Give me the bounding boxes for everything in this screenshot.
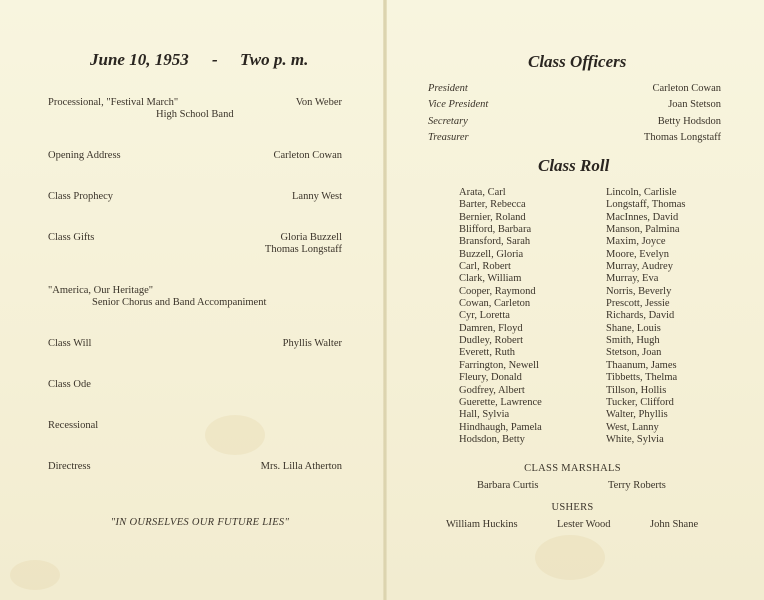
- roll-name: Stetson, Joan: [606, 347, 662, 359]
- roll-name: Hodsdon, Betty: [459, 433, 525, 445]
- roll-name: Everett, Ruth: [459, 347, 515, 359]
- roll-name: West, Lanny: [606, 421, 659, 433]
- roll-name: Norris, Beverly: [606, 285, 672, 297]
- program-sub: Senior Chorus and Band Accompaniment: [92, 297, 267, 308]
- roll-name: Bernier, Roland: [459, 211, 526, 223]
- roll-name: Richards, David: [606, 310, 675, 322]
- roll-name: MacInnes, David: [606, 211, 679, 223]
- roll-name: Barter, Rebecca: [459, 199, 526, 211]
- roll-name: Walter, Phyllis: [606, 409, 668, 421]
- usher-name: William Huckins: [446, 519, 518, 530]
- officer-role: Vice President: [428, 99, 489, 110]
- roll-name: Hindhaugh, Pamela: [459, 421, 542, 433]
- roll-name: Tibbetts, Thelma: [606, 372, 678, 384]
- program-item: Opening Address: [48, 150, 121, 161]
- roll-column-2: [606, 187, 686, 446]
- program-performer: Von Weber: [295, 97, 342, 108]
- date-dash: -: [212, 50, 218, 69]
- roll-name: Carl, Robert: [459, 261, 511, 273]
- roll-name: Murray, Audrey: [606, 261, 673, 273]
- program-item: Recessional: [48, 420, 99, 431]
- program-sub: High School Band: [156, 109, 234, 120]
- program-item: Directress: [48, 461, 91, 472]
- program-item: Processional, "Festival March": [48, 97, 179, 108]
- roll-name: Moore, Evelyn: [606, 248, 669, 260]
- officer-role: Treasurer: [428, 132, 469, 143]
- roll-name: Maxim, Joyce: [606, 236, 666, 248]
- center-fold: [383, 0, 387, 600]
- program-item: Class Gifts: [48, 232, 95, 243]
- officer-name: Carleton Cowan: [652, 83, 721, 94]
- program-item: Class Prophecy: [48, 191, 114, 202]
- program-performer: Phyllis Walter: [282, 338, 342, 349]
- roll-name: Buzzell, Gloria: [459, 248, 524, 260]
- paper-stain: [535, 535, 605, 580]
- roll-name: Shane, Louis: [606, 322, 661, 334]
- program-time: Two p. m.: [240, 50, 309, 69]
- officer-role: Secretary: [428, 116, 468, 127]
- usher-name: John Shane: [650, 519, 699, 530]
- roll-name: White, Sylvia: [606, 433, 664, 445]
- program-performer: Lanny West: [292, 191, 342, 202]
- roll-name: Thaanum, James: [606, 359, 677, 371]
- program-item: "America, Our Heritage": [48, 285, 154, 296]
- roll-name: Guerette, Lawrence: [459, 396, 542, 408]
- roll-title: Class Roll: [538, 156, 610, 175]
- roll-name: Damren, Floyd: [459, 322, 523, 334]
- roll-name: Longstaff, Thomas: [606, 199, 686, 211]
- roll-name: Lincoln, Carlisle: [606, 187, 677, 198]
- program-date: June 10, 1953: [90, 50, 189, 69]
- usher-name: Lester Wood: [557, 519, 611, 530]
- roll-name: Cyr, Loretta: [459, 310, 510, 322]
- roll-name: Godfrey, Albert: [459, 384, 525, 396]
- roll-name: Manson, Palmina: [606, 224, 680, 236]
- roll-name: Smith, Hugh: [606, 335, 660, 347]
- program-performer: Mrs. Lilla Atherton: [260, 461, 342, 472]
- roll-name: Prescott, Jessie: [606, 298, 670, 310]
- roll-name: Cowan, Carleton: [459, 298, 531, 310]
- officer-name: Joan Stetson: [668, 99, 721, 110]
- ushers-title: USHERS: [551, 502, 594, 513]
- roll-name: Cooper, Raymond: [459, 285, 536, 297]
- officers-title: Class Officers: [528, 52, 627, 71]
- roll-name: Tillson, Hollis: [606, 384, 667, 396]
- roll-name: Farrington, Newell: [459, 359, 539, 371]
- class-motto: "IN OURSELVES OUR FUTURE LIES": [110, 517, 290, 528]
- roll-name: Blifford, Barbara: [459, 224, 532, 236]
- officer-role: President: [428, 83, 468, 94]
- program-performer: Carleton Cowan: [273, 150, 342, 161]
- roll-name: Dudley, Robert: [459, 335, 524, 347]
- program-item: Class Will: [48, 338, 92, 349]
- marshals-title: CLASS MARSHALS: [524, 463, 621, 474]
- roll-name: Bransford, Sarah: [459, 236, 531, 248]
- roll-name: Hall, Sylvia: [459, 409, 510, 421]
- roll-name: Clark, William: [459, 273, 522, 285]
- marshal-name: Barbara Curtis: [477, 480, 539, 491]
- roll-column-1: [459, 187, 542, 446]
- roll-name: Tucker, Clifford: [606, 396, 674, 408]
- officer-name: Thomas Longstaff: [643, 132, 721, 143]
- marshal-name: Terry Roberts: [608, 480, 666, 491]
- officer-name: Betty Hodsdon: [657, 116, 721, 127]
- roll-name: Arata, Carl: [459, 187, 506, 198]
- roll-name: Fleury, Donald: [459, 372, 522, 384]
- paper-stain: [205, 415, 265, 455]
- program-item: Class Ode: [48, 379, 91, 390]
- program-performer: Gloria Buzzell: [280, 232, 342, 243]
- roll-name: Murray, Eva: [606, 273, 659, 285]
- program-performer: Thomas Longstaff: [264, 244, 342, 255]
- paper-stain: [10, 560, 60, 590]
